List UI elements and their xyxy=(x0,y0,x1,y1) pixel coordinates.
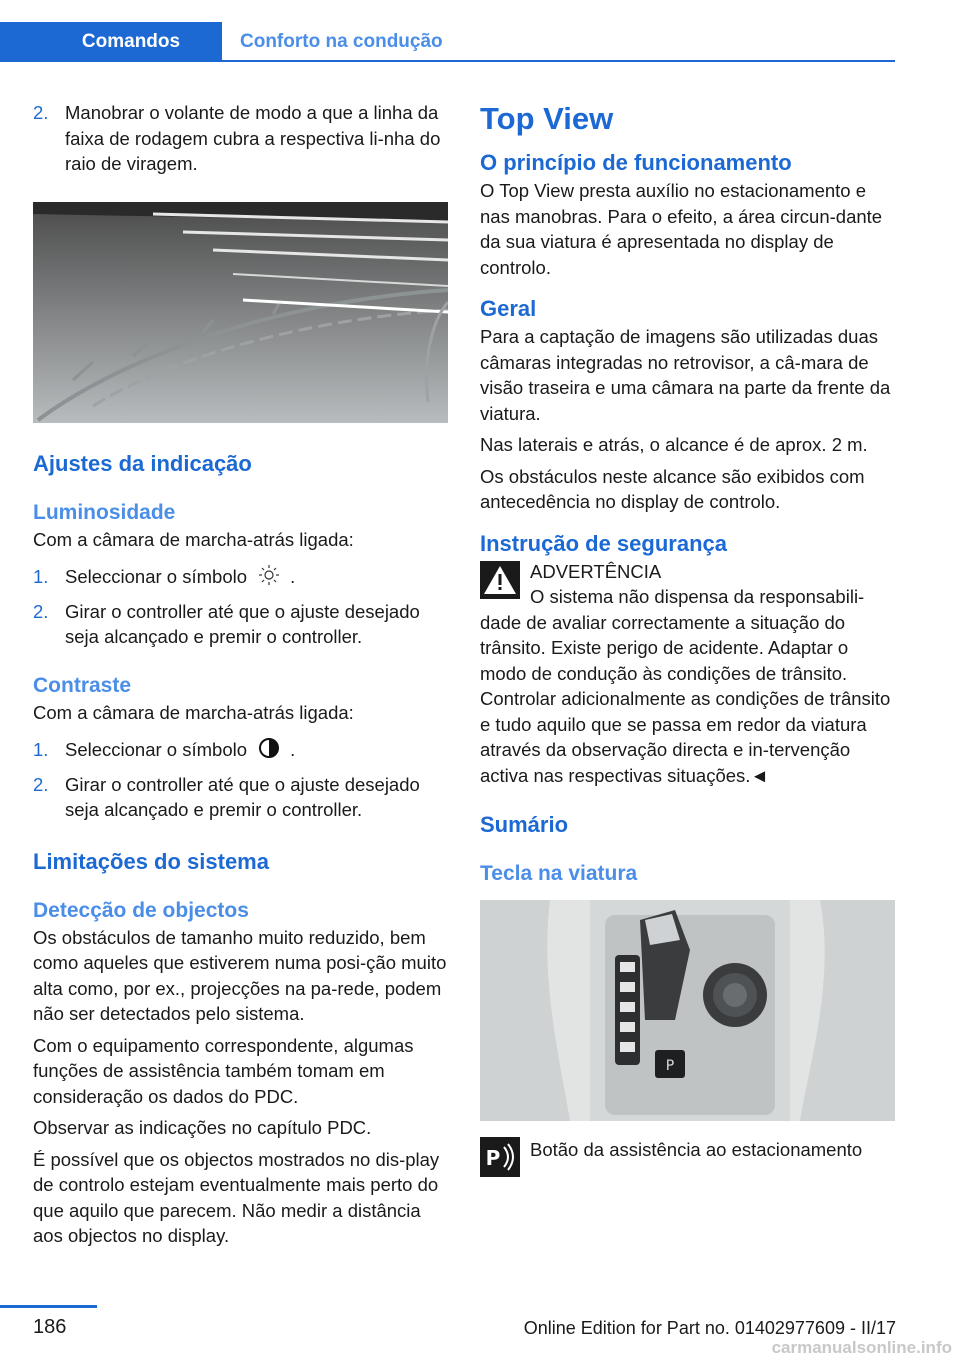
step-item xyxy=(33,772,448,823)
con-intro: Com a câmara de marcha-atrás ligada: xyxy=(33,701,354,723)
warning-icon xyxy=(480,561,520,606)
step-text: Girar o controller até que o ajuste desejado seja alcançado e premir o controller. xyxy=(65,773,420,820)
header-rule xyxy=(222,60,895,62)
heading-tecla: Tecla na viatura xyxy=(480,862,638,885)
heading-principio: O princípio de funcionamento xyxy=(480,150,792,175)
page-title: Top View xyxy=(480,101,614,136)
paragraph: O Top View presta auxílio no estacionamento e nas manobras. Para o efeito, a área circun-dante da sua viatura é apresentada no display de controlo. xyxy=(480,180,883,278)
step-text: Girar o controller até que o ajuste desejado seja alcançado e premir o controller. xyxy=(65,600,420,647)
subsection-tab[interactable]: Conforto na condução xyxy=(240,31,443,52)
brightness-icon xyxy=(258,564,280,593)
section-tab[interactable]: Comandos xyxy=(0,22,222,62)
svg-text:P: P xyxy=(665,1058,675,1074)
park-assist-icon xyxy=(480,1137,520,1177)
heading-deteccao: Detecção de objectos xyxy=(33,898,249,922)
step-number: 2. xyxy=(33,102,49,123)
page-header xyxy=(0,0,960,62)
step-text: Seleccionar o símbolo xyxy=(65,566,248,588)
paragraph: Para a captação de imagens são utilizadas duas câmaras integradas no retrovisor, a câ-mara de visão traseira e uma câmara na parte da frente da viatura. xyxy=(480,326,891,424)
step-item xyxy=(33,737,448,766)
heading-contraste: Contraste xyxy=(33,673,132,697)
heading-luminosidade: Luminosidade xyxy=(33,500,176,524)
paragraph: É possível que os objectos mostrados no dis-play de controlo estejam eventualmente mais perto do que aquilo que parecem. Não medir a distância aos objectos no display. xyxy=(33,1148,440,1246)
watermark: carmanualsonline.info xyxy=(771,1338,952,1357)
left-column xyxy=(33,100,448,1255)
contrast-icon xyxy=(258,737,280,766)
button-caption: Botão da assistência ao estacionamento xyxy=(530,1139,863,1160)
paragraph: Os obstáculos de tamanho muito reduzido, bem como aqueles que estiverem numa posi-ção muito alta como, por ex., projecções na pa-rede, podem não ser detectados pelo sistema. xyxy=(33,926,447,1024)
lum-intro: Com a câmara de marcha-atrás ligada: xyxy=(33,528,354,550)
warning-text: O sistema não dispensa da responsabili-dade de avaliar correctamente a situação do trânsito. Existe perigo de acidente. Adaptar o modo de condução às condições de trânsito. Controlar adicionalmente as condições de trânsito e tudo aquilo que se passa em redor da viatura através da observação directa e in-tervenção activa nas respectivas situações.◄ xyxy=(480,586,891,786)
key-legend xyxy=(480,1137,896,1170)
center-console-image xyxy=(480,900,895,1121)
paragraph: Nas laterais e atrás, o alcance é de aprox. 2 m. xyxy=(480,434,868,455)
step-text: Seleccionar o símbolo xyxy=(65,739,248,761)
camera-view-image xyxy=(33,202,448,423)
svg-text:P: P xyxy=(485,1146,501,1170)
step-number: 1. xyxy=(33,739,49,760)
heading-limitacoes: Limitações do sistema xyxy=(33,848,269,874)
paragraph: Os obstáculos neste alcance são exibidos com antecedência no display de controlo. xyxy=(480,465,865,512)
warning-block xyxy=(480,559,896,789)
heading-sumario: Sumário xyxy=(480,812,569,837)
heading-ajustes: Ajustes da indicação xyxy=(33,450,252,476)
step-number: 2. xyxy=(33,773,49,795)
page-number: 186 xyxy=(33,1316,67,1338)
step-text: Manobrar o volante de modo a que a linha da faixa de rodagem cubra a respectiva li-nha do raio de viragem. xyxy=(65,102,441,174)
edition-note: Online Edition for Part no. 01402977609 - II/17 xyxy=(523,1318,896,1338)
step-item xyxy=(33,564,448,593)
step-number: 2. xyxy=(33,600,49,622)
paragraph: Com o equipamento correspondente, algumas funções de assistência também tomam em consideração os dados do PDC. xyxy=(33,1034,414,1107)
step-item xyxy=(33,100,448,177)
right-column xyxy=(480,100,896,1170)
paragraph: Observar as indicações no capítulo PDC. xyxy=(33,1117,372,1138)
step-suffix: . xyxy=(290,739,296,761)
step-number: 1. xyxy=(33,566,49,587)
heading-geral: Geral xyxy=(480,296,537,321)
heading-seguranca: Instrução de segurança xyxy=(480,530,727,556)
step-suffix: . xyxy=(290,566,296,588)
warning-title: ADVERTÊNCIA xyxy=(530,560,662,582)
footer-rule xyxy=(0,1305,97,1308)
step-item xyxy=(33,599,448,650)
